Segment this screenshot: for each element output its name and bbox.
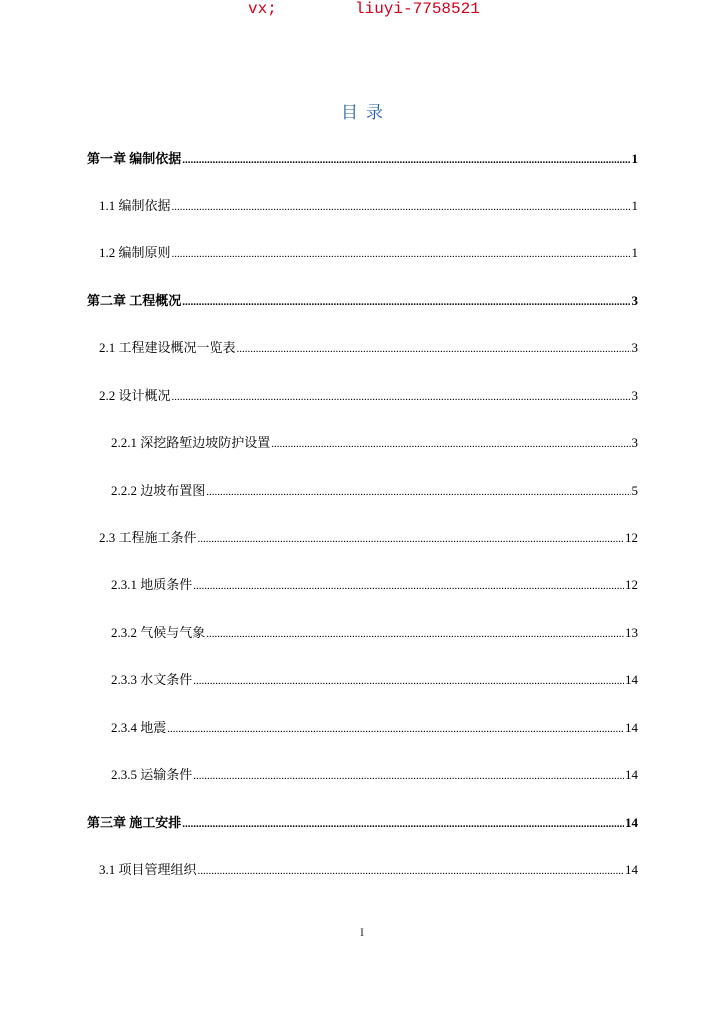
- toc-entry-page: 1: [631, 198, 638, 213]
- toc-dot-leader: [182, 150, 630, 170]
- toc-entry-2-3-5[interactable]: [111, 765, 638, 785]
- toc-entry-chapter-2[interactable]: [87, 291, 638, 311]
- toc-entry-chapter-1[interactable]: [87, 149, 638, 169]
- toc-entry-page: 14: [625, 767, 638, 782]
- toc-entry-label: 2.3.5 运输条件: [111, 767, 193, 782]
- toc-entry-page: 3: [631, 340, 638, 355]
- toc-entry-2-2-2[interactable]: [111, 481, 638, 501]
- toc-entry-page: 1: [631, 245, 638, 260]
- toc-entry-page: 3: [631, 388, 638, 403]
- toc-entry-page: 5: [631, 483, 638, 498]
- toc-dot-leader: [172, 197, 631, 217]
- toc-entry-page: 3: [631, 435, 638, 450]
- toc-entry-3-1[interactable]: [99, 860, 638, 880]
- toc-entry-2-3-4[interactable]: [111, 718, 638, 738]
- toc-title: 目录: [341, 103, 391, 123]
- toc-entry-2-3-2[interactable]: [111, 623, 638, 643]
- toc-dot-leader: [237, 339, 631, 359]
- toc-entry-label: 2.1 工程建设概况一览表: [99, 340, 236, 355]
- toc-entry-label: 2.2.2 边坡布置图: [111, 483, 206, 498]
- watermark-id: liuyi-7758521: [355, 0, 480, 18]
- toc-dot-leader: [193, 766, 624, 786]
- watermark-vx: vx;: [248, 0, 277, 18]
- toc-entry-label: 2.3.2 气候与气象: [111, 625, 206, 640]
- toc-entry-page: 12: [625, 577, 638, 592]
- toc-entry-2-2[interactable]: [99, 386, 638, 406]
- toc-entry-page: 13: [625, 625, 638, 640]
- toc-entry-label: 1.2 编制原则: [99, 245, 171, 260]
- toc-entry-page: 14: [625, 862, 638, 877]
- toc-entry-page: 14: [625, 815, 638, 830]
- toc-entry-2-3-1[interactable]: [111, 575, 638, 595]
- page-number: I: [360, 925, 364, 939]
- toc-entry-label: 第一章 编制依据: [87, 151, 182, 166]
- toc-entry-label: 2.3.3 水文条件: [111, 672, 193, 687]
- toc-entry-label: 2.2.1 深挖路堑边坡防护设置: [111, 435, 271, 450]
- toc-dot-leader: [172, 387, 631, 407]
- toc-entry-label: 2.3 工程施工条件: [99, 530, 197, 545]
- toc-entry-page: 14: [625, 672, 638, 687]
- toc-entry-1-1[interactable]: [99, 196, 638, 216]
- toc-entry-2-2-1[interactable]: [111, 433, 638, 453]
- toc-entry-label: 第三章 施工安排: [87, 815, 182, 830]
- toc-entry-label: 第二章 工程概况: [87, 293, 182, 308]
- toc-entry-2-3[interactable]: [99, 528, 638, 548]
- toc-entry-page: 12: [625, 530, 638, 545]
- toc-entry-2-3-3[interactable]: [111, 670, 638, 690]
- watermark: [0, 0, 724, 22]
- toc-dot-leader: [172, 244, 631, 264]
- toc-entry-label: 2.3.1 地质条件: [111, 577, 193, 592]
- toc-entry-2-1[interactable]: [99, 338, 638, 358]
- toc-dot-leader: [182, 292, 630, 312]
- toc-entry-label: 1.1 编制依据: [99, 198, 171, 213]
- toc-entry-page: 1: [631, 151, 638, 166]
- toc-dot-leader: [206, 482, 630, 502]
- toc-dot-leader: [206, 624, 624, 644]
- toc-dot-leader: [271, 434, 630, 454]
- toc-dot-leader: [167, 719, 624, 739]
- toc-entry-1-2[interactable]: [99, 243, 638, 263]
- toc-dot-leader: [193, 671, 624, 691]
- toc-dot-leader: [198, 529, 624, 549]
- toc-dot-leader: [182, 814, 624, 834]
- toc-dot-leader: [198, 861, 624, 881]
- toc-entry-chapter-3[interactable]: [87, 813, 638, 833]
- toc-entry-page: 14: [625, 720, 638, 735]
- toc-entry-label: 2.3.4 地震: [111, 720, 167, 735]
- toc-entry-label: 3.1 项目管理组织: [99, 862, 197, 877]
- toc-dot-leader: [193, 576, 624, 596]
- toc-entry-page: 3: [631, 293, 638, 308]
- toc-entry-label: 2.2 设计概况: [99, 388, 171, 403]
